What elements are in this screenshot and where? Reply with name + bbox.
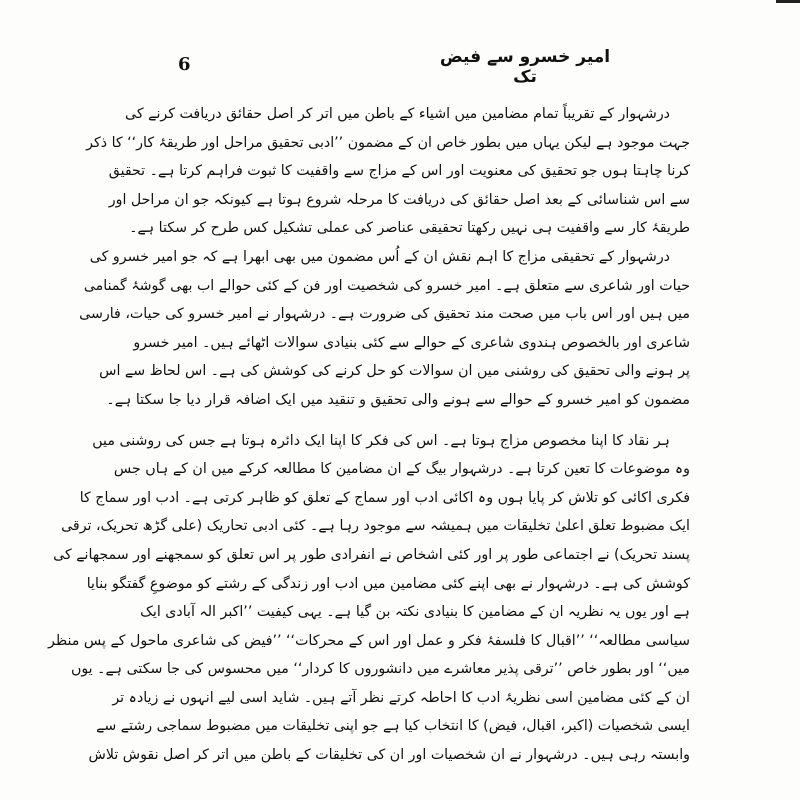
page-number: 6 xyxy=(178,54,191,75)
text-line: طریقۂ کار سے واقفیت ہی نہیں رکھتا تحقیقی عناصر کی عملی تشکیل کس طرح کر سکتا ہے۔ xyxy=(129,220,690,237)
text-line: وابستہ رہی ہیں۔ درشہوار نے ان شخصیات اور ان کی تخلیقات کے باطن میں اتر کر اصل نقوش تلاش xyxy=(88,747,690,764)
text-line: کوشش کی ہے۔ درشہوار نے بھی اپنے کئی مضامین میں ادب اور زندگی کے رشتے کو موضوعِ گفتگو بنایا xyxy=(86,575,690,592)
text-line: میں ہیں اور اس باب میں صحت مند تحقیق کی ضرورت ہے۔ درشہوار نے امیر خسرو کی حیات، فارسی xyxy=(79,306,690,323)
text-line: سے اس شناسائی کے بعد اصل حقائق کی دریافت کا مرحلہ شروع ہوتا ہے کیونکہ جو ان مراحل اور xyxy=(108,191,690,208)
running-head: امیر خسرو سے فیض تک xyxy=(439,47,611,87)
text-line: درشہوار کے تحقیقی مزاج کا اہم نقش ان کے اُس مضمون میں بھی ابھرا ہے کہ جو امیر خسرو کی xyxy=(89,248,670,265)
text-line: مضمون کو امیر خسرو کے حوالے سے ہونے والی تحقیق و تنقید میں ایک اضافہ قرار دیا جا سکتا ہے۔ xyxy=(106,391,690,408)
text-line: شاعری اور بالخصوص ہندوی شاعری کے حوالے سے کئی بنیادی سوالات اٹھائے ہیں۔ امیر خسرو xyxy=(133,334,690,351)
text-line: ایسی شخصیات (اکبر، اقبال، فیض) کا انتخاب کیا ہے جو اپنی تخلیقات میں مضبوط سماجی رشتے سے xyxy=(96,718,690,735)
paragraph xyxy=(79,243,690,415)
text-line: فکری اکائی کو تلاش کر پایا ہوں وہ اکائی ادب اور سماج کے تعلق کو ظاہر کرتی ہے۔ ادب اور سماج کا xyxy=(79,489,690,506)
text-line: ان کے کئی مضامین اسی نظریۂ ادب کا احاطہ کرتے نظر آتے ہیں۔ شاید اسی لیے انہوں نے زیادہ تر xyxy=(112,689,690,706)
text-line: کرنا چاہتا ہوں جو تحقیق کی معنویت اور اس کے مزاج سے واقفیت کا ثبوت فراہم کرتا ہے۔ تحقیق xyxy=(108,163,690,180)
text-line: پسند تحریک) نے اجتماعی طور پر اور کئی اشخاص نے انفرادی طور پر اس تعلق کو سمجھنے اور سمجھانے کی xyxy=(53,546,690,563)
text-line: ہے اور یوں یہ نظریہ ان کے مضامین کا بنیادی نکتہ بن گیا ہے۔ یہی کیفیت ’’اکبر الہ آبادی ایک xyxy=(140,604,690,621)
text-line: ہر نقاد کا اپنا مخصوص مزاج ہوتا ہے۔ اس کی فکر کا اپنا ایک دائرہ ہوتا ہے جس کی روشنی میں xyxy=(92,432,670,449)
text-line: میں‘‘ اور بطور خاص ’’ترقی پذیر معاشرے میں دانشوروں کا کردار‘‘ میں محسوس کی جا سکتی ہے۔ یوں xyxy=(70,661,690,678)
text-line: حیات اور شاعری سے متعلق ہے۔ امیر خسرو کی شخصیت اور فن کے کئی حوالے اب بھی گوشۂ گمنامی xyxy=(83,277,690,294)
text-line: ایک مضبوط تعلق اعلیٰ تخلیقات میں ہمیشہ سے موجود رہا ہے۔ کئی ادبی تحاریک (علی گڑھ تحریک، ترقی xyxy=(61,518,690,535)
text-line: درشہوار کے تقریباً تمام مضامین میں اشیاء کے باطن میں اتر کر اصل حقائق دریافت کرنے کی xyxy=(125,106,670,122)
text-line: سیاسی مطالعہ‘‘ ’’اقبال کا فلسفۂ فکر و عمل اور اس کے محرکات‘‘ ’’فیض کی شاعری ماحول کے پس منظر xyxy=(48,632,690,649)
text-line: جہت موجود ہے لیکن یہاں میں بطور خاص ان کے مضمون ’’ادبی تحقیق مراحل اور طریقۂ کار‘‘ کا ذکر xyxy=(86,134,690,151)
text-line: پر ہونے والی تحقیق کی روشنی میں ان سوالات کو حل کرنے کی کوشش کی ہے۔ اس لحاظ سے اس xyxy=(99,363,690,380)
paragraph xyxy=(48,427,690,770)
paragraph xyxy=(86,100,690,243)
body-text xyxy=(48,100,690,770)
text-line: وہ موضوعات کا تعین کرتا ہے۔ درشہوار بیگ کے ان مضامین کا مطالعہ کرکے میں ان کے ہاں جس xyxy=(113,461,690,478)
page-edge-mark xyxy=(776,0,800,3)
